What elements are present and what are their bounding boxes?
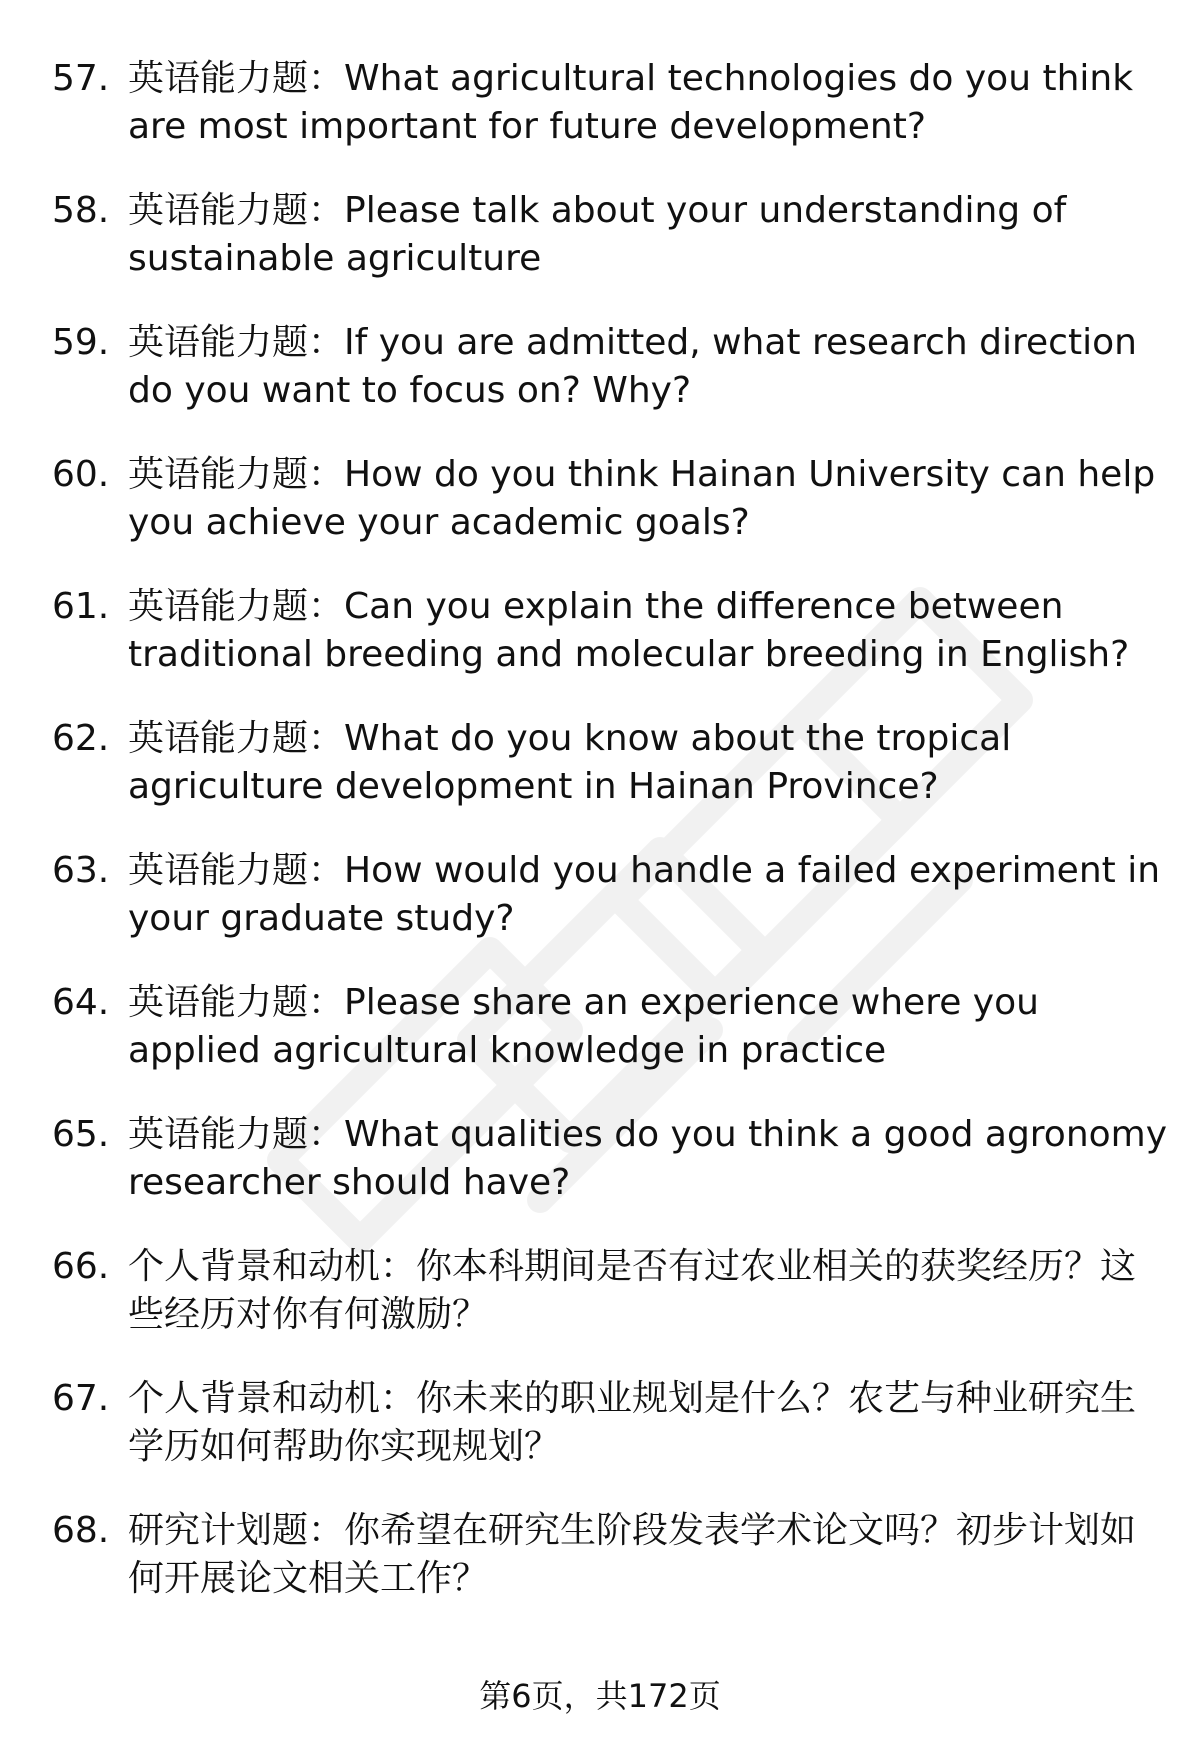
question-number: 66. — [52, 1246, 110, 1287]
list-item — [0, 979, 1200, 1111]
question-number: 58. — [52, 190, 110, 231]
list-item — [0, 715, 1200, 847]
list-item — [0, 55, 1200, 187]
question-number: 65. — [52, 1114, 110, 1155]
list-item — [0, 583, 1200, 715]
question-text: 研究计划题：你希望在研究生阶段发表学术论文吗？初步计划如何开展论文相关工作？ — [128, 1510, 1137, 1599]
question-text: 英语能力题：What agricultural technologies do you think are most important for future development? — [128, 58, 1134, 147]
question-text: 英语能力题：What do you know about the tropical agriculture development in Hainan Province? — [128, 718, 1012, 807]
list-item — [0, 187, 1200, 319]
question-text: 英语能力题：Please share an experience where you applied agricultural knowledge in practice — [128, 982, 1039, 1071]
question-number: 64. — [52, 982, 110, 1023]
question-text: 个人背景和动机：你本科期间是否有过农业相关的获奖经历？这些经历对你有何激励？ — [128, 1246, 1137, 1335]
question-number: 67. — [52, 1378, 110, 1419]
question-number: 59. — [52, 322, 110, 363]
question-text: 英语能力题：How would you handle a failed experiment in your graduate study? — [128, 850, 1161, 939]
list-item — [0, 1111, 1200, 1243]
question-text: 英语能力题：How do you think Hainan University can help you achieve your academic goals? — [128, 454, 1156, 543]
list-item — [0, 1507, 1200, 1639]
question-list — [0, 55, 1200, 1639]
list-item — [0, 1375, 1200, 1507]
question-text: 英语能力题：What qualities do you think a good agronomy researcher should have? — [128, 1114, 1168, 1203]
list-item — [0, 319, 1200, 451]
question-text: 英语能力题：Can you explain the difference between traditional breeding and molecular breeding in English? — [128, 586, 1130, 675]
question-text: 个人背景和动机：你未来的职业规划是什么？农艺与种业研究生学历如何帮助你实现规划？ — [128, 1378, 1137, 1467]
question-number: 61. — [52, 586, 110, 627]
list-item — [0, 451, 1200, 583]
question-text: 英语能力题：Please talk about your understanding of sustainable agriculture — [128, 190, 1067, 279]
question-number: 63. — [52, 850, 110, 891]
question-number: 57. — [52, 58, 110, 99]
question-number: 62. — [52, 718, 110, 759]
list-item — [0, 1243, 1200, 1375]
question-text: 英语能力题：If you are admitted, what research direction do you want to focus on? Why? — [128, 322, 1137, 411]
question-number: 68. — [52, 1510, 110, 1551]
page-footer: 第6页，共172页 — [479, 1677, 721, 1715]
list-item — [0, 847, 1200, 979]
question-number: 60. — [52, 454, 110, 495]
